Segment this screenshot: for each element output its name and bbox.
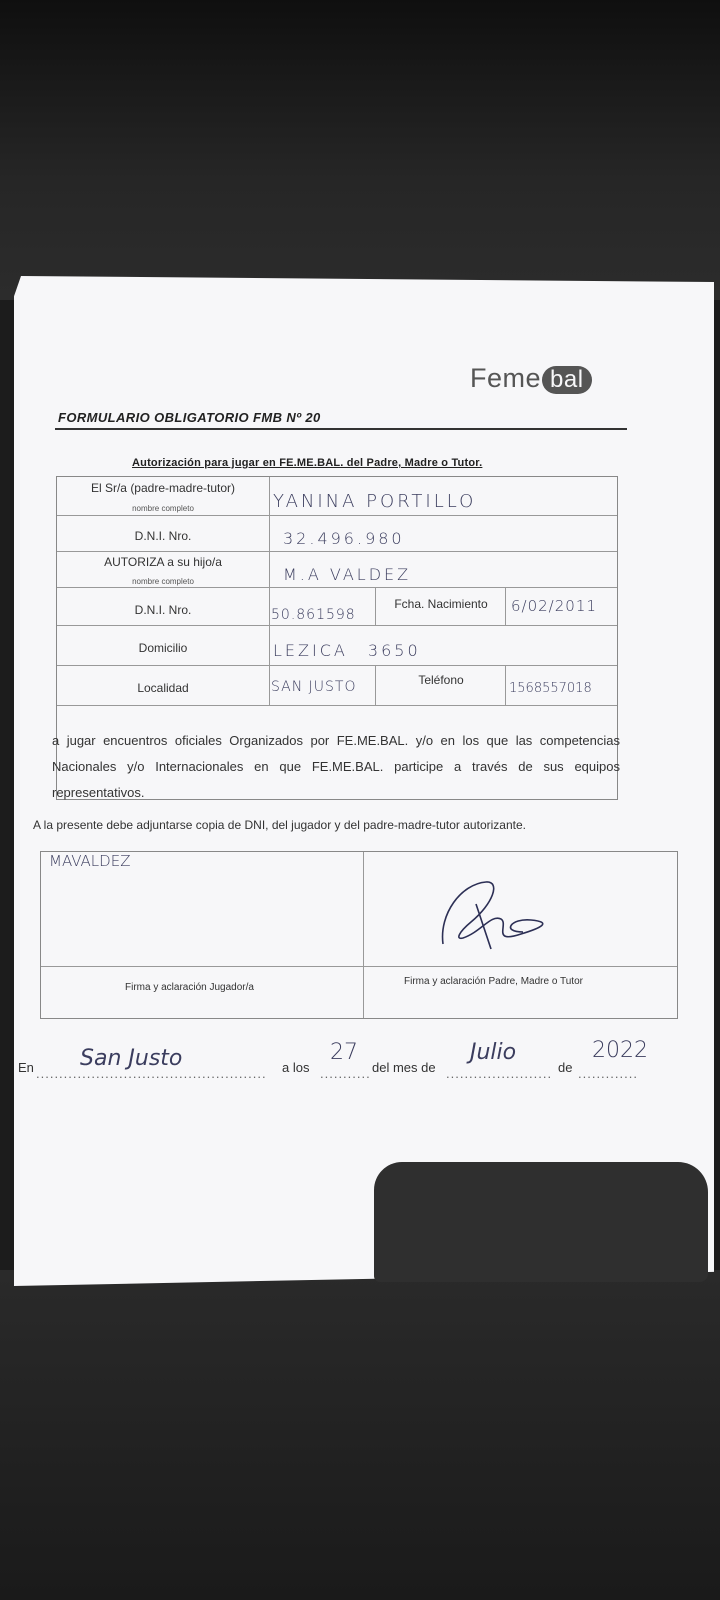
title-divider bbox=[55, 428, 627, 430]
parent-signature-label: Firma y aclaración Padre, Madre o Tutor bbox=[404, 976, 583, 987]
domicilio-label: Domicilio bbox=[138, 641, 188, 655]
row-divider bbox=[57, 515, 617, 516]
place-handwritten: San Justo bbox=[80, 1046, 183, 1071]
row-divider bbox=[57, 665, 617, 666]
localidad-label: Localidad bbox=[137, 681, 189, 695]
child-name-handwritten: M.A VALDEZ bbox=[283, 565, 412, 584]
place-dotted-line: .................................................. bbox=[36, 1066, 267, 1081]
femebal-logo: Feme bal bbox=[470, 363, 592, 394]
row-divider bbox=[57, 625, 617, 626]
phone-handwritten: 1568557018 bbox=[509, 681, 592, 696]
en-label: En bbox=[18, 1060, 34, 1075]
row-divider bbox=[57, 587, 617, 588]
player-signature-label: Firma y aclaración Jugador/a bbox=[125, 982, 254, 993]
de-label: de bbox=[558, 1060, 573, 1075]
column-divider bbox=[505, 665, 506, 705]
authorization-text: a jugar encuentros oficiales Organizados por FE.ME.BAL. y/o en los que las competencias Nacionales y/o Internacionales en que FE.ME.BAL. participe a través de sus equipos representativos. bbox=[52, 733, 620, 800]
day-handwritten: 27 bbox=[330, 1040, 358, 1065]
day-dotted-line: ........... bbox=[320, 1066, 371, 1081]
mes-label: del mes de bbox=[372, 1060, 436, 1075]
column-divider bbox=[375, 587, 376, 625]
signature-rule bbox=[41, 966, 677, 967]
birthdate-handwritten: 6/02/2011 bbox=[511, 597, 597, 615]
telefono-label: Teléfono bbox=[418, 673, 464, 687]
row-divider bbox=[57, 551, 617, 552]
month-dotted-line: ....................... bbox=[446, 1066, 553, 1081]
month-handwritten: Julio bbox=[470, 1040, 517, 1065]
year-dotted-line: ............. bbox=[578, 1066, 638, 1081]
player-name-handwritten: MAVALDEZ bbox=[49, 852, 131, 870]
year-handwritten: 2022 bbox=[592, 1038, 648, 1063]
dni2-label: D.N.I. Nro. bbox=[134, 603, 192, 617]
form-title: FORMULARIO OBLIGATORIO FMB Nº 20 bbox=[58, 410, 321, 425]
parent-signature bbox=[431, 874, 571, 954]
tutor-sublabel: nombre completo bbox=[132, 504, 194, 513]
signature-divider bbox=[363, 852, 364, 1018]
redaction-shadow bbox=[374, 1162, 708, 1282]
row-divider bbox=[57, 705, 617, 706]
autoriza-sublabel: nombre completo bbox=[132, 577, 194, 586]
alos-label: a los bbox=[282, 1060, 310, 1075]
column-divider bbox=[269, 477, 270, 705]
signature-table bbox=[40, 851, 678, 1019]
locality-handwritten: SAN JUSTO bbox=[271, 679, 357, 695]
background-top bbox=[0, 0, 720, 300]
dni-handwritten: 32.496.980 bbox=[283, 529, 405, 548]
dni2-handwritten: 50.861598 bbox=[271, 607, 356, 623]
column-divider bbox=[375, 665, 376, 705]
background-bottom bbox=[0, 1270, 720, 1600]
dni-label: D.N.I. Nro. bbox=[134, 529, 192, 543]
address-handwritten: LEZICA 3650 bbox=[273, 641, 421, 660]
attachment-note: A la presente debe adjuntarse copia de DNI, del jugador y del padre-madre-tutor autorizante. bbox=[33, 818, 526, 832]
column-divider bbox=[505, 587, 506, 625]
fecha-label: Fcha. Nacimiento bbox=[394, 597, 488, 611]
tutor-label: El Sr/a (padre-madre-tutor) bbox=[90, 481, 236, 495]
tutor-name-handwritten: YANINA PORTILLO bbox=[273, 491, 477, 512]
autoriza-label: AUTORIZA a su hijo/a bbox=[104, 555, 222, 569]
form-subtitle: Autorización para jugar en FE.ME.BAL. del Padre, Madre o Tutor. bbox=[132, 457, 483, 469]
